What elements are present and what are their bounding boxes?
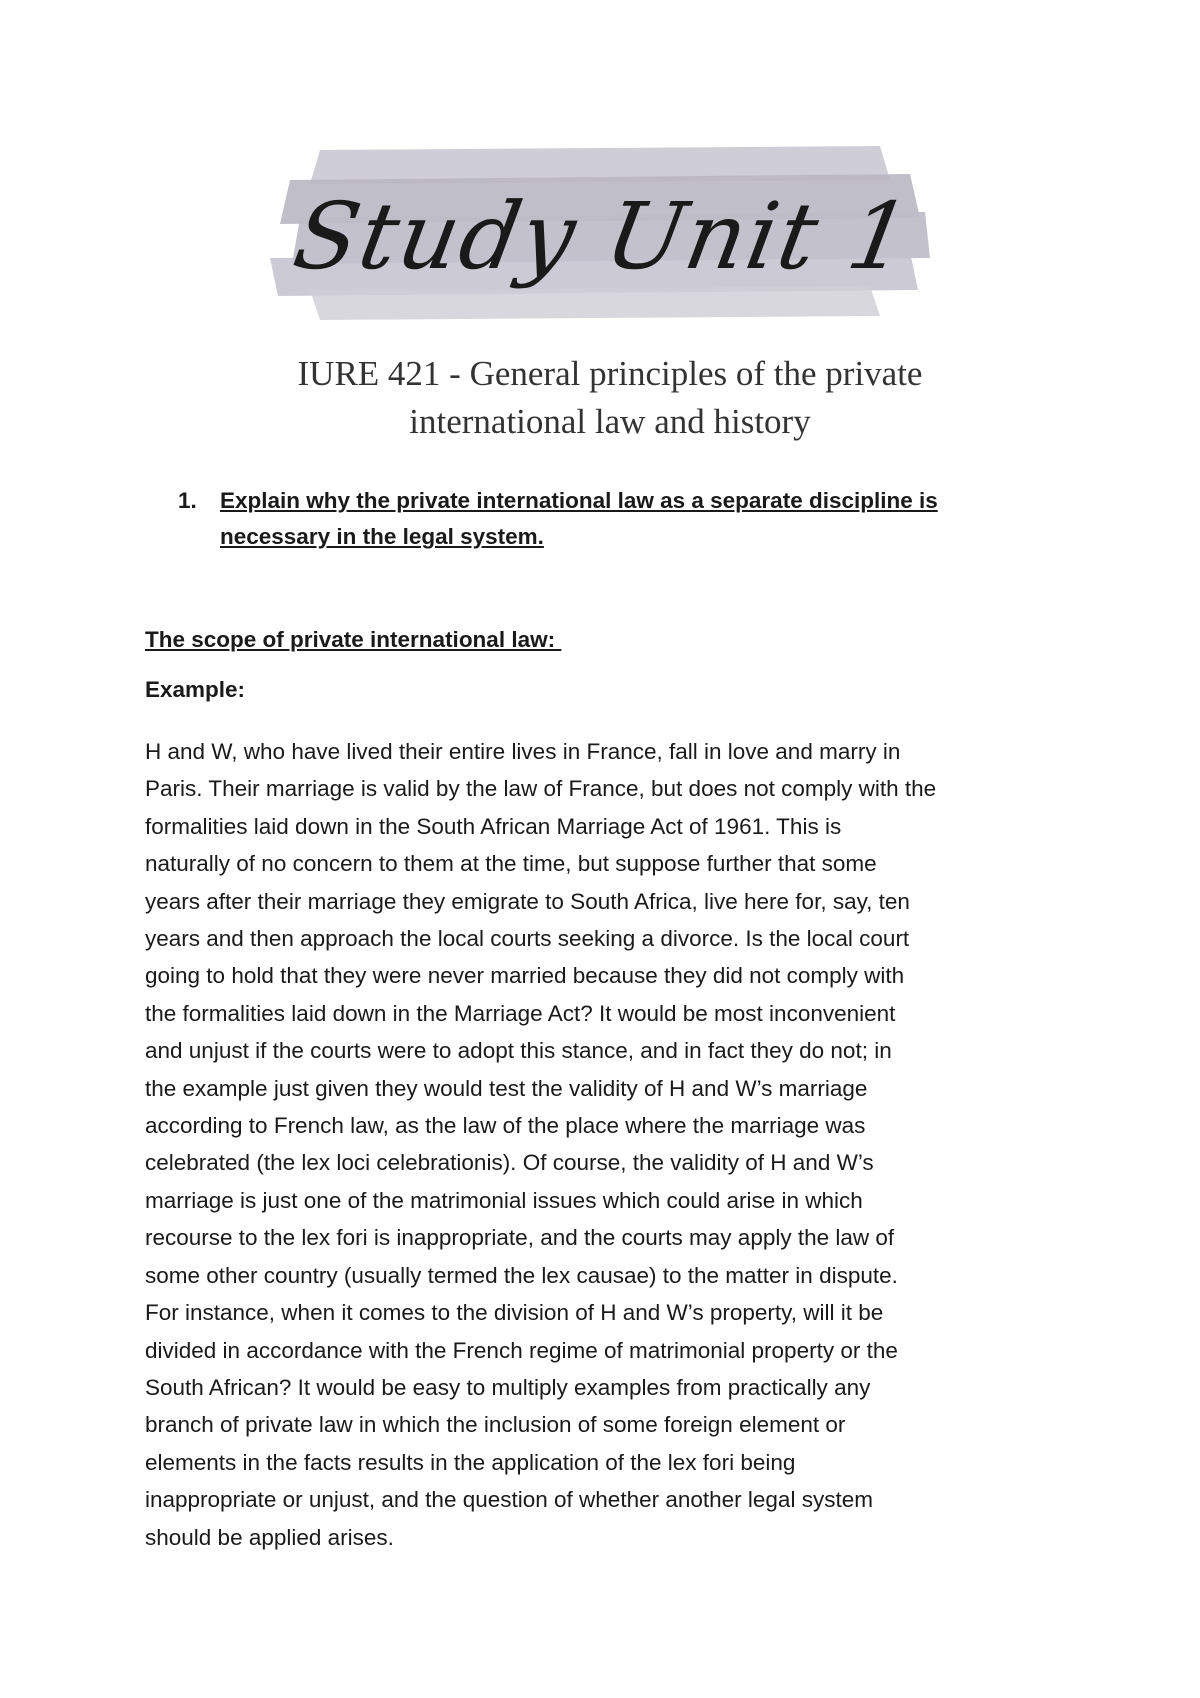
paragraph-line: recourse to the lex fori is inappropriate, and the courts may apply the law of bbox=[145, 1225, 895, 1251]
paragraph-line: going to hold that they were never married because they did not comply with bbox=[145, 963, 905, 989]
paragraph-line: branch of private law in which the inclusion of some foreign element or bbox=[145, 1412, 846, 1438]
question-item bbox=[178, 483, 1058, 555]
paragraph-line: Paris. Their marriage is valid by the law of France, but does not comply with the bbox=[145, 776, 937, 802]
paragraph-line: according to French law, as the law of the place where the marriage was bbox=[145, 1113, 866, 1139]
section-heading: The scope of private international law: bbox=[145, 627, 562, 652]
paragraph-line: the example just given they would test the validity of H and W’s marriage bbox=[145, 1075, 868, 1101]
course-title-line: IURE 421 - General principles of the private bbox=[297, 354, 923, 393]
brush-stroke-graphic bbox=[270, 140, 930, 340]
paragraph-line: divided in accordance with the French regime of matrimonial property or the bbox=[145, 1337, 898, 1363]
paragraph-line: H and W, who have lived their entire lives in France, fall in love and marry in bbox=[145, 739, 901, 764]
paragraph-line: years after their marriage they emigrate to South Africa, live here for, say, ten bbox=[145, 888, 910, 914]
paragraph-line: years and then approach the local courts seeking a divorce. Is the local court bbox=[145, 926, 910, 952]
course-title-line: international law and history bbox=[409, 402, 811, 441]
paragraph-line: marriage is just one of the matrimonial issues which could arise in which bbox=[145, 1187, 863, 1213]
example-label: Example: bbox=[145, 677, 246, 702]
paragraph-line: For instance, when it comes to the division of H and W’s property, will it be bbox=[145, 1300, 884, 1326]
paragraph-line: naturally of no concern to them at the time, but suppose further that some bbox=[145, 851, 877, 877]
question-text-line: Explain why the private international law as a separate discipline is bbox=[220, 488, 938, 513]
question-number: 1. bbox=[178, 488, 197, 513]
header-banner bbox=[270, 140, 930, 340]
paragraph-line: celebrated (the lex loci celebrationis). Of course, the validity of H and W’s bbox=[145, 1150, 874, 1176]
paragraph-line: the formalities laid down in the Marriage Act? It would be most inconvenient bbox=[145, 1000, 896, 1026]
course-title bbox=[260, 350, 960, 446]
script-title: Study Unit 1 bbox=[286, 182, 920, 290]
paragraph-line: some other country (usually termed the lex causae) to the matter in dispute. bbox=[145, 1262, 898, 1288]
paragraph-line: elements in the facts results in the application of the lex fori being bbox=[145, 1449, 796, 1475]
example-paragraph bbox=[145, 733, 1075, 1556]
paragraph-line: inappropriate or unjust, and the question of whether another legal system bbox=[145, 1487, 873, 1513]
paragraph-line: should be applied arises. bbox=[145, 1524, 394, 1550]
paragraph-line: South African? It would be easy to multiply examples from practically any bbox=[145, 1374, 871, 1400]
paragraph-line: formalities laid down in the South African Marriage Act of 1961. This is bbox=[145, 813, 842, 839]
question-text-line: necessary in the legal system. bbox=[220, 524, 544, 549]
paragraph-line: and unjust if the courts were to adopt this stance, and in fact they do not; in bbox=[145, 1038, 892, 1064]
